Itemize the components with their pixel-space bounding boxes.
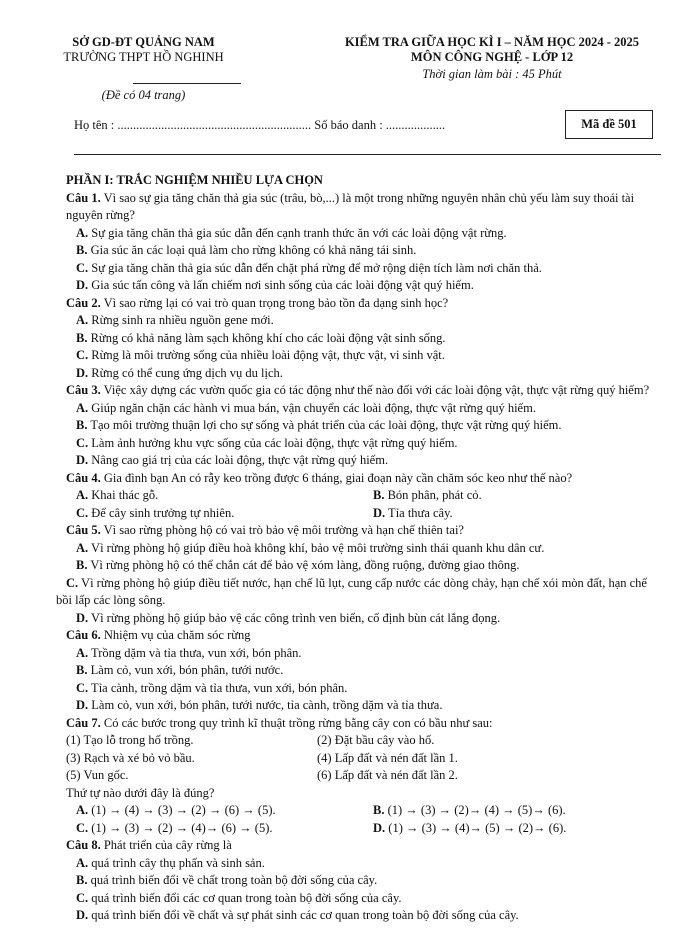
option-a — [66, 855, 666, 873]
option-d — [66, 907, 666, 925]
question-3 — [66, 382, 666, 470]
option-letter: A. — [76, 540, 89, 555]
department: SỞ GD-ĐT QUẢNG NAM — [72, 35, 215, 49]
option-d — [373, 505, 453, 523]
option-letter: D. — [76, 365, 89, 380]
option-letter: A. — [76, 488, 89, 502]
option-b — [66, 662, 666, 680]
option-a — [66, 312, 666, 330]
option-letter: C. — [76, 890, 89, 905]
option-b — [66, 872, 666, 890]
step-item: (2) Đặt bầu cây vào hố. — [317, 733, 435, 747]
option-letter: C. — [76, 505, 89, 520]
question-text: Vì sao sự gia tăng chăn thả gia súc (trâu, bò,...) là một trong những nguyên nhân chủ yếu làm suy thoái tài nguyên rừng? — [66, 190, 635, 222]
option-text: Rừng sinh ra nhiều nguồn gene mới. — [88, 313, 274, 327]
option-text: Vì rừng phòng hộ có thể chắn cát để bảo vệ xóm làng, đồng ruộng, đường giao thông. — [87, 558, 520, 572]
option-text: Để cây sinh trưởng tự nhiên. — [88, 505, 235, 520]
option-letter: A. — [76, 645, 89, 660]
option-letter: A. — [76, 313, 89, 327]
question-number: Câu 4. — [66, 470, 101, 485]
option-d — [66, 697, 666, 715]
step-row — [66, 732, 666, 750]
option-d — [66, 452, 666, 470]
time-note: Thời gian làm bài : 45 Phút — [422, 67, 562, 81]
option-d — [66, 277, 666, 295]
option-b — [66, 242, 666, 260]
step-item: (3) Rạch và xé bỏ vỏ bầu. — [66, 750, 195, 765]
step-item: (6) Lấp đất và nén đất lần 2. — [317, 768, 458, 782]
questions — [56, 172, 666, 925]
question-2 — [66, 295, 666, 383]
option-letter: C. — [76, 820, 89, 835]
option-b — [66, 557, 666, 575]
option-letter: B. — [76, 873, 88, 887]
question-7 — [66, 715, 666, 838]
option-text: Nâng cao giá trị của các loài động, thực vật rừng quý hiếm. — [88, 453, 389, 467]
option-a — [66, 400, 666, 418]
option-c — [66, 890, 666, 908]
option-c — [76, 505, 373, 523]
option-text: Sự gia tăng chăn thả gia súc dẫn đến cạnh tranh thức ăn với các loài động vật rừng. — [88, 225, 507, 240]
option-text: Vì rừng phòng hộ giúp điều tiết nước, hạn chế lũ lụt, cung cấp nước các dòng chảy, hạn chế xói mòn đất, hạn chế bồi lấp các lòng sông. — [56, 575, 647, 607]
option-letter: D. — [76, 453, 89, 467]
option-letter: A. — [76, 803, 89, 817]
step-item: (4) Lấp đất và nén đất lần 1. — [317, 750, 458, 765]
school-name: TRƯỜNG THPT HỒ NGHINH — [63, 50, 224, 64]
option-letter: A. — [76, 225, 89, 240]
option-text: Sự gia tăng chăn thả gia súc dẫn đến chặt phá rừng để mở rộng diện tích làm nơi chăn thả. — [88, 260, 542, 275]
option-text: Giúp ngăn chặn các hành vi mua bán, vận chuyển các loài động, thực vật rừng quý hiếm. — [88, 400, 536, 415]
option-letter: B. — [76, 243, 88, 257]
option-c — [56, 575, 666, 610]
question-text: Vì sao rừng lại có vai trò quan trọng trong bảo tồn đa dạng sinh học? — [100, 295, 449, 310]
option-text: (1) → (3) → (2) → (4)→ (6) → (5). — [88, 820, 273, 835]
option-letter: A. — [76, 855, 89, 870]
option-text: Vì rừng phòng hộ giúp điều hoà không khí, bảo vệ môi trường sinh thái quanh khu dân cư. — [88, 540, 545, 555]
step-row — [66, 750, 666, 768]
option-text: Trồng dặm và tỉa thưa, vun xới, bón phân. — [88, 645, 302, 660]
step-item: (1) Tạo lỗ trong hố trồng. — [66, 733, 194, 747]
option-text: quá trình biến đổi các cơ quan trong toàn bộ đời sống của cây. — [88, 890, 402, 905]
question-number: Câu 1. — [66, 190, 101, 205]
question-number: Câu 5. — [66, 523, 101, 537]
question-4 — [66, 470, 666, 523]
question-6 — [66, 627, 666, 715]
option-text: (1) → (4) → (3) → (2) → (6) → (5). — [88, 803, 276, 817]
option-letter: D. — [373, 820, 386, 835]
option-letter: B. — [76, 558, 88, 572]
option-c — [66, 680, 666, 698]
subject-title: MÔN CÔNG NGHỆ - LỚP 12 — [410, 50, 574, 64]
question-number: Câu 3. — [66, 383, 101, 397]
option-letter: D. — [76, 610, 89, 625]
question-1 — [66, 190, 666, 295]
header-divider — [133, 83, 241, 84]
question-text: Nhiệm vụ của chăm sóc rừng — [100, 628, 251, 642]
option-text: Làm ảnh hưởng khu vực sống của các loài động, thực vật rừng quý hiếm. — [88, 435, 458, 450]
name-field: Họ tên : .............................................................. — [74, 118, 312, 132]
option-text: Gia súc ăn các loại quả làm cho rừng không có khả năng tái sinh. — [87, 243, 417, 257]
question-text: Phát triển của cây rừng là — [100, 838, 232, 852]
part-title: PHẦN I: TRẮC NGHIỆM NHIỀU LỰA CHỌN — [66, 173, 323, 187]
option-b — [373, 487, 482, 505]
option-letter: C. — [76, 680, 89, 695]
option-b — [66, 330, 666, 348]
option-d — [66, 610, 666, 628]
option-text: Rừng là môi trường sống của nhiều loài động vật, thực vật, vi sinh vật. — [88, 348, 445, 362]
option-text: Tỉa thưa cây. — [385, 505, 453, 520]
student-id-field: Số báo danh : ................... — [314, 118, 446, 132]
option-c — [66, 260, 666, 278]
question-text: Vì sao rừng phòng hộ có vai trò bảo vệ môi trường và hạn chế thiên tai? — [100, 523, 464, 537]
option-d — [66, 365, 666, 383]
option-c — [66, 435, 666, 453]
question-5 — [56, 522, 666, 627]
option-letter: D. — [76, 908, 89, 922]
option-row — [66, 505, 666, 523]
step-item: (5) Vun gốc. — [66, 768, 129, 782]
question-text: Gia đình bạn An có rẫy keo trồng được 6 tháng, giai đoạn này cần chăm sóc keo như thế nào? — [100, 470, 573, 485]
option-a — [66, 540, 666, 558]
option-letter: A. — [76, 400, 89, 415]
option-letter: C. — [76, 260, 89, 275]
option-text: quá trình cây thụ phấn và sinh sản. — [88, 855, 265, 870]
question-number: Câu 8. — [66, 838, 101, 852]
option-a — [76, 487, 373, 505]
option-text: quá trình biến đổi về chất trong toàn bộ đời sống của cây. — [87, 873, 378, 887]
option-text: (1) → (3) → (4)→ (5) → (2)→ (6). — [385, 820, 567, 835]
option-text: Làm cỏ, vun xới, bón phân, tưới nước, tỉa cành, trồng dặm và tỉa thưa. — [88, 698, 443, 712]
option-letter: D. — [76, 278, 89, 292]
option-letter: B. — [76, 663, 88, 677]
exam-code-box: Mã đề 501 — [565, 110, 653, 139]
section-divider — [74, 154, 661, 155]
option-text: (1) → (3) → (2)→ (4) → (5)→ (6). — [384, 803, 566, 817]
option-text: Bón phân, phát cỏ. — [384, 488, 482, 502]
question-number: Câu 2. — [66, 295, 101, 310]
option-a — [76, 802, 373, 820]
option-text: Rừng có thể cung ứng dịch vụ du lịch. — [88, 365, 283, 380]
option-d — [373, 820, 566, 838]
option-letter: C. — [76, 348, 89, 362]
option-text: Vì rừng phòng hộ giúp bảo vệ các công trình ven biển, cố định bùn cát lắng đọng. — [88, 610, 501, 625]
option-text: Làm cỏ, vun xới, bón phân, tưới nước. — [87, 663, 284, 677]
option-a — [66, 225, 666, 243]
option-letter: C. — [76, 435, 89, 450]
option-text: Tạo môi trường thuận lợi cho sự sống và phát triển của các loài động, thực vật rừng quý hiếm. — [87, 418, 562, 432]
page-count-note: (Đề có 04 trang) — [101, 88, 186, 102]
option-letter: B. — [76, 418, 88, 432]
option-letter: D. — [76, 698, 89, 712]
option-letter: D. — [373, 505, 386, 520]
option-text: Rừng có khả năng làm sạch không khí cho các loài động vật sinh sống. — [87, 330, 446, 345]
option-row — [66, 802, 666, 820]
step-row — [66, 767, 666, 785]
question-text: Việc xây dựng các vườn quốc gia có tác động như thế nào đối với các loài động vật, thực vật rừng quý hiếm? — [100, 383, 650, 397]
student-info-row — [74, 118, 445, 133]
option-row — [66, 487, 666, 505]
option-b — [373, 802, 566, 820]
option-letter: B. — [76, 330, 88, 345]
exam-title: KIỂM TRA GIỮA HỌC KÌ I – NĂM HỌC 2024 - 2025 — [344, 35, 640, 49]
question-number: Câu 7. — [66, 715, 101, 730]
option-letter: C. — [66, 575, 79, 590]
option-b — [66, 417, 666, 435]
question-prompt: Thứ tự nào dưới đây là đúng? — [66, 785, 215, 800]
option-text: quá trình biến đổi về chất và sự phát sinh các cơ quan trong toàn bộ đời sống của cây. — [88, 908, 519, 922]
question-text: Có các bước trong quy trình kĩ thuật trồng rừng bằng cây con có bầu như sau: — [100, 715, 493, 730]
option-text: Tỉa cành, trồng dặm và tỉa thưa, vun xới, bón phân. — [88, 680, 348, 695]
option-row — [66, 820, 666, 838]
question-8 — [66, 837, 666, 925]
option-letter: B. — [373, 488, 385, 502]
option-letter: B. — [373, 803, 385, 817]
option-text: Khai thác gỗ. — [88, 488, 159, 502]
option-c — [66, 347, 666, 365]
question-number: Câu 6. — [66, 628, 101, 642]
option-text: Gia súc tấn công và lấn chiếm nơi sinh sống của các loài động vật quý hiếm. — [88, 278, 474, 292]
option-c — [76, 820, 373, 838]
option-a — [66, 645, 666, 663]
